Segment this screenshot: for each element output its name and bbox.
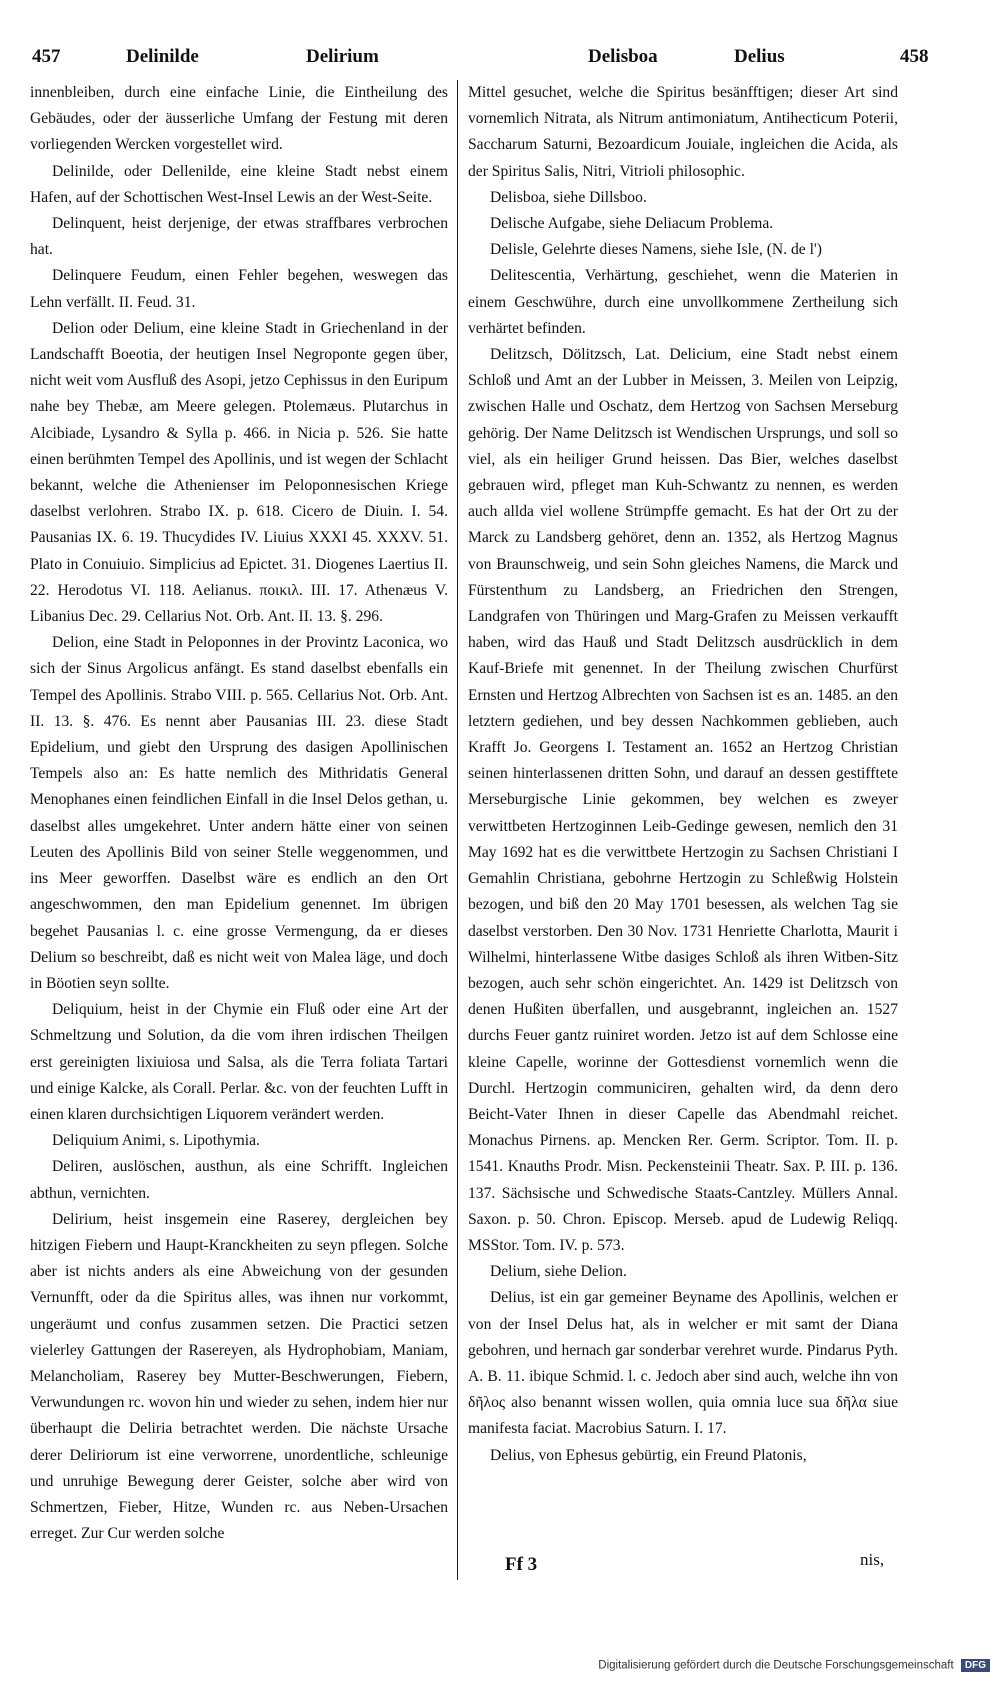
- headword-2: Delirium: [306, 46, 379, 67]
- entry-paragraph: Delion oder Delium, eine kleine Stadt in Griechenland in der Landschafft Boeotia, der heutigen Insel Negroponte gegen über, nicht weit vom Ausfluß des Asopi, jetzo Cephissus in den Euripum nahe bey Thebæ, am Meere gelegen. Ptolemæus. Plutarchus in Alcibiade, Lysandro & Sylla p. 466. in Nicia p. 526. Sie hatte einen berühmten Tempel des Apollinis, und ist wegen der Schlacht bekannt, welche die Athenienser im Peloponnesischen Kriege daselbst verlohren. Strabo IX. p. 618. Cicero de Diuin. I. 54. Pausanias IX. 6. 19. Thucydides IV. Liuius XXXI 45. XXXV. 51. Plato in Conuiuio. Simplicius ad Epictet. 31. Diogenes Laertius II. 22. Herodotus VI. 118. Aelianus. ποικιλ. III. 17. Athenæus V. Libanius Dec. 29. Cellarius Not. Orb. Ant. II. 13. §. 296.: [30, 319, 448, 626]
- entry-paragraph: Delisle, Gelehrte dieses Namens, siehe Isle, (N. de l'): [490, 241, 822, 259]
- entry-paragraph: Delinquere Feudum, einen Fehler begehen, weswegen das Lehn verfällt. II. Feud. 31.: [30, 267, 448, 311]
- entry-paragraph: Mittel gesuchet, welche die Spiritus besänfftigen; dieser Art sind vornemlich Nitrata, als Nitrum antimoniatum, Antihecticum Poterii, Saccharum Saturni, Bezoardicum Jouiale, ingleichen die Acida, als der Spiritus Salis, Nitri, Vitrioli philosophic.: [468, 84, 898, 180]
- dfg-logo: DFG: [961, 1659, 990, 1672]
- entry-paragraph: Delinquent, heist derjenige, der etwas straffbares verbrochen hat.: [30, 215, 448, 259]
- catchword: nis,: [860, 1550, 885, 1569]
- entry-paragraph: Delius, von Ephesus gebürtig, ein Freund Platonis,: [490, 1446, 807, 1464]
- entry-paragraph: innenbleiben, durch eine einfache Linie, die Eintheilung des Gebäudes, oder der äusserliche Umfang der Festung mit deren vorliegenden Wercken vorgestellet wird.: [30, 84, 448, 154]
- entry-paragraph: Delische Aufgabe, siehe Deliacum Problema.: [490, 215, 774, 233]
- left-column: [30, 80, 448, 1570]
- digitization-footer: [560, 1659, 990, 1679]
- entry-paragraph: Deliquium, heist in der Chymie ein Fluß oder eine Art der Schmeltzung und Solution, da die vom ihren irdischen Theilgen erst gereinigten lixiuiosa und Salsa, als die Terra foliata Tartari und einige Kalcke, als Corall. Perlar. &c. von der feuchten Lufft in einen klaren durchsichtigen Liquorem verändert werden.: [30, 1001, 448, 1123]
- entry-paragraph: Deliquium Animi, s. Lipothymia.: [52, 1132, 260, 1150]
- headword-1: Delinilde: [126, 46, 199, 67]
- signature-mark: Ff 3: [505, 1554, 538, 1575]
- entry-paragraph: Delisboa, siehe Dillsboo.: [490, 188, 647, 206]
- entry-paragraph: Delium, siehe Delion.: [490, 1263, 627, 1281]
- entry-paragraph: Delion, eine Stadt in Peloponnes in der Provintz Laconica, wo sich der Sinus Argolicus anfängt. Es stand daselbst ebenfalls ein Tempel des Apollinis. Strabo VIII. p. 565. Cellarius Not. Orb. Ant. II. 13. §. 476. Es nennt aber Pausanias III. 23. diese Stadt Epidelium, und giebt den Ursprung des dasigen Apollinischen Tempels also an: Es hatte nemlich des Mithridatis General Menophanes einen feindlichen Einfall in die Insel Delos gethan, u. daselbst alles umgekehret. Unter andern hätte einer von seinen Leuten des Apollinis Bild von seiner Stelle weggenommen, und ins Meer geworffen. Daselbst wäre es endlich an den Ort angeschwommen, den man Epidelium genennet. Im übrigen begehet Pausanias l. c. eine grosse Vermengung, da er dieses Delium so beschreibt, daß es nicht weit von Malea läge, und doch in Böotien seyn sollte.: [30, 634, 448, 992]
- running-header: [28, 40, 929, 74]
- entry-paragraph: Delirium, heist insgemein eine Raserey, dergleichen bey hitzigen Fiebern und Haupt-Kranckheiten zu seyn pflegen. Solche aber ist nichts anders als eine Abweichung von der gesunden Vernunfft, oder da die Spiritus alles, was ihnen nur vorkommt, ungeräumt und confus zusammen setzen. Die Practici setzen vielerley Gattungen der Rasereyen, als Hydrophobiam, Maniam, Melancholiam, Raserey bey Mutter-Beschwerungen, Fiebern, Verwundungen rc. wovon hin und wieder zu sehen, indem hier nur überhaupt die Deliria betrachtet werden. Die nächste Ursache derer Deliriorum ist eine verworrene, unordentliche, schleunige und unruhige Bewegung derer Geister, solche aber wird von Schmertzen, Fieber, Hitze, Wunden rc. aus Neben-Ursachen erreget. Zur Cur werden solche: [30, 1210, 448, 1543]
- page-number-left: 457: [32, 46, 61, 67]
- entry-paragraph: Delitzsch, Dölitzsch, Lat. Delicium, eine Stadt nebst einem Schloß und Amt an der Lubber in Meissen, 3. Meilen von Leipzig, zwischen Halle und Oschatz, dem Hertzog von Sachsen Merseburg gehörig. Der Name Delitzsch ist Wendischen Ursprungs, und soll so viel, als ein heiliger Grund heissen. Das Bier, welches daselbst gebrauen wird, pfleget man Kuh-Schwantz zu nennen, es werden auch allda viel wollene Strümpffe gemacht. Es hat der Ort zu der Marck zu Landsberg gehöret, denn an. 1352, als Hertzog Magnus von Braunschweig, und sein Sohn gleiches Namens, die Marck und Fürstenthum zu Landsberg, an Friedrichen den Strengen, Landgrafen von Thüringen und Marg-Grafen zu Meissen verkaufft haben, wird das Hauß und Stadt Delitzsch ausdrücklich in dem Kauf-Briefe mit genennet. In der Theilung zwischen Churfürst Ernsten und Hertzog Albrechten von Sachsen ist es an. 1485. an den letztern gediehen, und bey dessen Nachkommen geblieben, auch Krafft Jo. Georgens I. Testament an. 1652 an Hertzog Christian seinen hinterlassenen dritten Sohn, und darauf an dessen gestifftete Merseburgische Linie gekommen, bey welchen es zweyer verwittbeten Hertzoginnen Leib-Gedinge gewesen, nemlich den 31 May 1692 hat es die verwittbete Hertzogin zu Sachsen Christiani I Gemahlin Christiana, gebohrne Hertzogin zu Schleßwig Holstein bezogen, und biß den 20 May 1701 besessen, als welchen Tag sie daselbst verstorben. Den 30 Nov. 1731 Henriette Charlotta, Maurit i Wilhelmi, hinterlassene Witbe dasiges Schloß als ihren Witben-Sitz bezogen, auch sehr schön eingerichtet. An. 1429 ist Delitzsch von denen Hußiten überfallen, und ausgebrannt, ingleichen an. 1527 durchs Feuer gantz ruiniret worden. Jetzo ist auf dem Schlosse eine kleine Capelle, worinne der Gottesdienst vornemlich wenn die Durchl. Hertzogin communiciren, gehalten wird, da denn dero Beicht-Vater Ihnen in dieser Capelle das Abendmahl reichet. Monachus Pirnens. ap. Mencken Rer. Germ. Scriptor. Tom. II. p. 1541. Knauths Prodr. Misn. Peckensteinii Theatr. Sax. P. III. p. 136. 137. Sächsische und Schwedische Staats-Cantzley. Müllers Annal. Saxon. p. 50. Chron. Episcop. Merseb. apud de Ludewig Reliqq. MSStor. Tom. IV. p. 573.: [468, 346, 898, 1254]
- entry-paragraph: Delinilde, oder Dellenilde, eine kleine Stadt nebst einem Hafen, auf der Schottischen West-Insel Lewis an der West-Seite.: [30, 162, 448, 206]
- column-divider: [457, 80, 458, 1580]
- headword-4: Delius: [734, 46, 785, 67]
- entry-paragraph: Deliren, auslöschen, austhun, als eine Schrifft. Ingleichen abthun, vernichten.: [30, 1158, 448, 1202]
- right-column: [468, 80, 898, 1570]
- entry-paragraph: Delitescentia, Verhärtung, geschiehet, wenn die Materien in einem Geschwühre, durch eine unvollkommene Zertheilung sich verhärtet befinden.: [468, 267, 898, 337]
- page-number-right: 458: [900, 46, 929, 67]
- entry-paragraph: Delius, ist ein gar gemeiner Beyname des Apollinis, welchen er von der Insel Delus hat, als in welcher er mit samt der Diana gebohren, und hernach gar sonderbar verehret wurde. Pindarus Pyth. A. B. 11. ibique Schmid. l. c. Jedoch aber sind auch, welche ihn von δῆλος also benannt wissen wollen, quia omnia luce sua δῆλα siue manifesta faciat. Macrobius Saturn. I. 17.: [468, 1289, 898, 1438]
- footer-text: Digitalisierung gefördert durch die Deutsche Forschungsgemeinschaft: [598, 1659, 954, 1672]
- headword-3: Delisboa: [588, 46, 658, 67]
